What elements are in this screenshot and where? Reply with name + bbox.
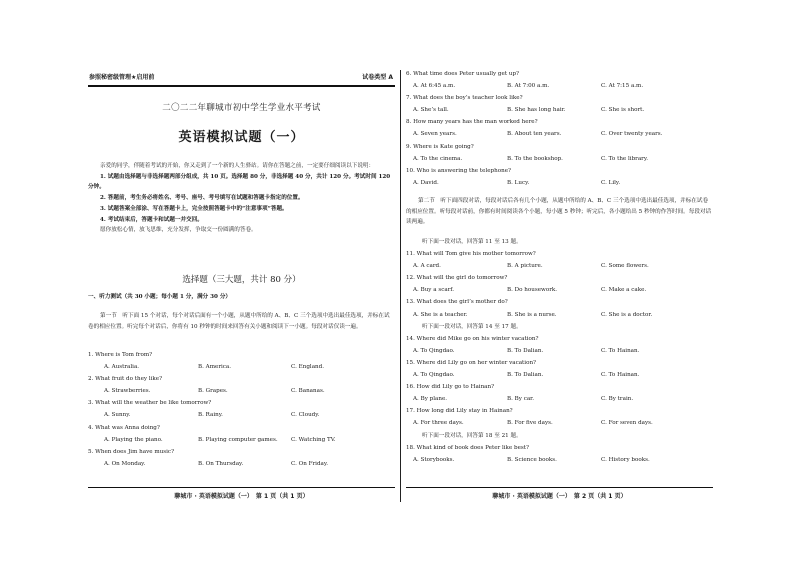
question-options	[406, 84, 713, 96]
instruction-2: 2. 答题前，考生务必将姓名、考号、座号、考号填写在试题和答题卡指定的位置。	[100, 195, 304, 202]
instructions	[88, 161, 395, 236]
option-c: C. At 7:15 a.m.	[601, 83, 644, 90]
question-options	[88, 413, 395, 425]
option-c: C. Make a cake.	[601, 287, 647, 294]
option-a: A. On Monday.	[104, 460, 146, 467]
option-c: C. Over twenty years.	[601, 131, 663, 138]
question-options	[406, 264, 713, 276]
option-a: A. Australia.	[104, 364, 140, 371]
page-footer: 聊城市 · 英语模拟试题（一） 第 1 页（共 1 页）	[174, 493, 309, 500]
option-b: B. She has long hair.	[507, 107, 566, 114]
option-c: C. For seven days.	[601, 420, 653, 427]
section-two-directions	[406, 196, 713, 228]
option-c: C. To the library.	[601, 155, 649, 162]
question-options	[88, 462, 395, 474]
instruction-3: 3. 试题答案全部涂、写在答题卡上，完全按照答题卡中的“注意事项”答题。	[100, 205, 288, 212]
option-a: A. Strawberries.	[104, 388, 151, 395]
page-footer: 聊城市 · 英语模拟试题（一） 第 2 页（共 1 页）	[492, 493, 627, 500]
question-stem: 6. What time does Peter usually get up?	[406, 71, 520, 77]
footer-rule	[406, 487, 713, 488]
option-a: A. By plane.	[413, 396, 448, 403]
option-c: C. She is a doctor.	[601, 311, 653, 318]
option-c: C. Watching TV.	[291, 436, 336, 443]
option-b: B. To the bookshop.	[507, 155, 563, 162]
left-page	[88, 68, 395, 504]
instruction-1: 1. 试题由选择题与非选择题两部分组成，共 10 页。选择题 80 分，非选择题 40 分，共计 120 分。考试时间 120 分钟。	[88, 173, 391, 191]
exam-sheet	[88, 68, 713, 504]
option-c: C. She is short.	[601, 107, 645, 114]
question-options	[406, 132, 713, 144]
question-stem: 11. What will Tom give his mother tomorrow?	[406, 251, 536, 258]
question-stem: 5. When does Jim have music?	[88, 448, 175, 455]
question-options	[406, 349, 713, 361]
option-b: B. A picture.	[507, 263, 543, 270]
option-b: B. America.	[198, 364, 232, 371]
option-b: B. Do housework.	[507, 287, 558, 294]
dialogue-note: 听下面一段对话，回答第 18 至 21 题。	[422, 432, 522, 439]
option-a: A. To Qingdao.	[413, 347, 455, 354]
page-divider	[400, 70, 401, 502]
question-stem: 9. Where is Kate going?	[406, 143, 474, 150]
question-stem: 3. What will the weather be like tomorrow?	[88, 400, 212, 407]
question-list	[406, 240, 713, 470]
question-stem: 17. How long did Lily stay in Hainan?	[406, 408, 513, 415]
option-b: B. At 7:00 a.m.	[507, 83, 550, 90]
dialogue-note: 听下面一段对话，回答第 11 至 13 题。	[422, 239, 522, 245]
option-b: B. Rainy.	[198, 412, 223, 419]
question-options	[406, 458, 713, 470]
option-b: B. About ten years.	[507, 131, 562, 138]
option-a: A. Sunny.	[104, 412, 131, 419]
question-options	[406, 397, 713, 409]
question-list	[88, 353, 395, 474]
option-b: B. Lucy.	[507, 179, 530, 186]
option-b: B. Science books.	[507, 456, 557, 463]
option-c: C. To Hainan.	[601, 372, 640, 379]
confidential-label: 参照秘密级管理★启用前	[89, 74, 155, 81]
option-b: B. On Thursday.	[198, 460, 244, 467]
option-a: A. To Qingdao.	[413, 372, 455, 379]
question-stem: 12. What will the girl do tomorrow?	[406, 275, 508, 282]
option-c: C. Some flowers.	[601, 263, 649, 270]
option-c: C. By train.	[601, 396, 634, 403]
question-stem: 16. How did Lily go to Hainan?	[406, 384, 495, 391]
option-c: C. On Friday.	[291, 460, 329, 467]
option-b: B. Playing computer games.	[198, 436, 278, 443]
option-a: A. David.	[413, 179, 439, 186]
right-page	[406, 68, 713, 504]
option-b: B. To Dalian.	[507, 372, 544, 379]
question-stem: 15. Where did Lily go on her winter vacation?	[406, 359, 537, 366]
question-stem: 1. Where is Tom from?	[88, 352, 153, 358]
question-options	[88, 389, 395, 401]
section-one-directions: 第一节 听下面 15 个对话，每个对话后面有一个小题，从题中所给的 A、B、C 三个选项中选出最佳选项，并标在试卷的相应位置。听完每个对话后，你将有 10 秒钟的时间来回答有关小题和阅读下一小题。每段对话仅读一遍。	[88, 313, 390, 330]
option-a: A. For three days.	[413, 420, 464, 427]
question-options	[406, 157, 713, 169]
question-stem: 14. Where did Mike go on his winter vacation?	[406, 335, 539, 342]
header-rule	[88, 85, 395, 87]
question-stem: 7. What does the boy’s teacher look like?	[406, 95, 523, 102]
part-title: 一、听力测试（共 30 小题；每小题 1 分，满分 30 分）	[88, 294, 232, 300]
option-b: B. To Dalian.	[507, 347, 544, 354]
option-a: A. Buy a scarf.	[413, 287, 455, 294]
option-b: B. She is a nurse.	[507, 311, 557, 318]
section-heading: 选择题（三大题，共计 80 分）	[182, 275, 301, 285]
question-list	[406, 72, 713, 193]
footer-rule	[88, 487, 395, 488]
part-directions	[88, 311, 395, 332]
question-stem: 10. Who is answering the telephone?	[406, 167, 512, 174]
exam-title: 二〇二二年聊城市初中学生学业水平考试	[162, 103, 321, 113]
question-options	[406, 108, 713, 120]
question-options	[406, 421, 713, 433]
option-c: C. History books.	[601, 456, 650, 463]
question-stem: 18. What kind of book does Peter like best?	[406, 444, 530, 451]
question-options	[406, 313, 713, 325]
option-a: A. Storybooks.	[413, 456, 455, 463]
question-options	[88, 438, 395, 450]
option-c: C. England.	[291, 364, 324, 371]
option-a: A. Seven years.	[413, 131, 457, 138]
option-a: A. She is a teacher.	[413, 311, 468, 318]
question-stem: 2. What fruit do they like?	[88, 376, 163, 383]
option-a: A. To the cinema.	[413, 155, 463, 162]
section-two-text: 第二节 听下面四段对话，每段对话后各有几个小题，从题中所给的 A、B、C 三个选项中选出最佳选项，并标在试卷的相应位置。听每段对话前，你都有时间阅读各个小题，每小题 5 秒钟；听完后，各小题给出 5 秒钟的作答时间。每段对话读两遍。	[406, 198, 712, 226]
paper-type-label: 试卷类型 A	[362, 74, 393, 81]
option-c: C. To Hainan.	[601, 347, 640, 354]
question-stem: 4. What was Anna doing?	[88, 424, 160, 431]
option-b: B. By car.	[507, 396, 535, 403]
dialogue-note: 听下面一段对话，回答第 14 至 17 题。	[422, 323, 522, 330]
question-stem: 13. What does the girl’s mother do?	[406, 299, 508, 306]
option-a: A. She’s tall.	[413, 107, 449, 114]
option-b: B. For five days.	[507, 420, 553, 427]
option-a: A. Playing the piano.	[104, 436, 163, 443]
question-options	[406, 373, 713, 385]
question-options	[406, 181, 713, 193]
option-c: C. Lily.	[601, 179, 621, 186]
instruction-4: 4. 考试结束后，答题卡和试题一并交回。	[100, 216, 203, 223]
instruction-closing: 愿你放松心情，放飞思维，充分发挥，争取交一份圆满的答卷。	[100, 227, 257, 234]
question-options	[406, 288, 713, 300]
option-b: B. Grapes.	[198, 388, 228, 395]
option-a: A. At 6:45 a.m.	[413, 83, 456, 90]
instruction-intro: 亲爱的同学，伴随着考试的开始，你又走到了一个新的人生驿站。请你在答题之前，一定要仔细阅读以下说明：	[100, 163, 375, 169]
question-stem: 8. How many years has the man worked here?	[406, 119, 538, 126]
option-a: A. A card.	[413, 263, 441, 270]
question-options	[88, 365, 395, 377]
option-c: C. Bananas.	[291, 388, 325, 395]
paper-title: 英语模拟试题（一）	[178, 130, 305, 145]
option-c: C. Cloudy.	[291, 412, 320, 419]
